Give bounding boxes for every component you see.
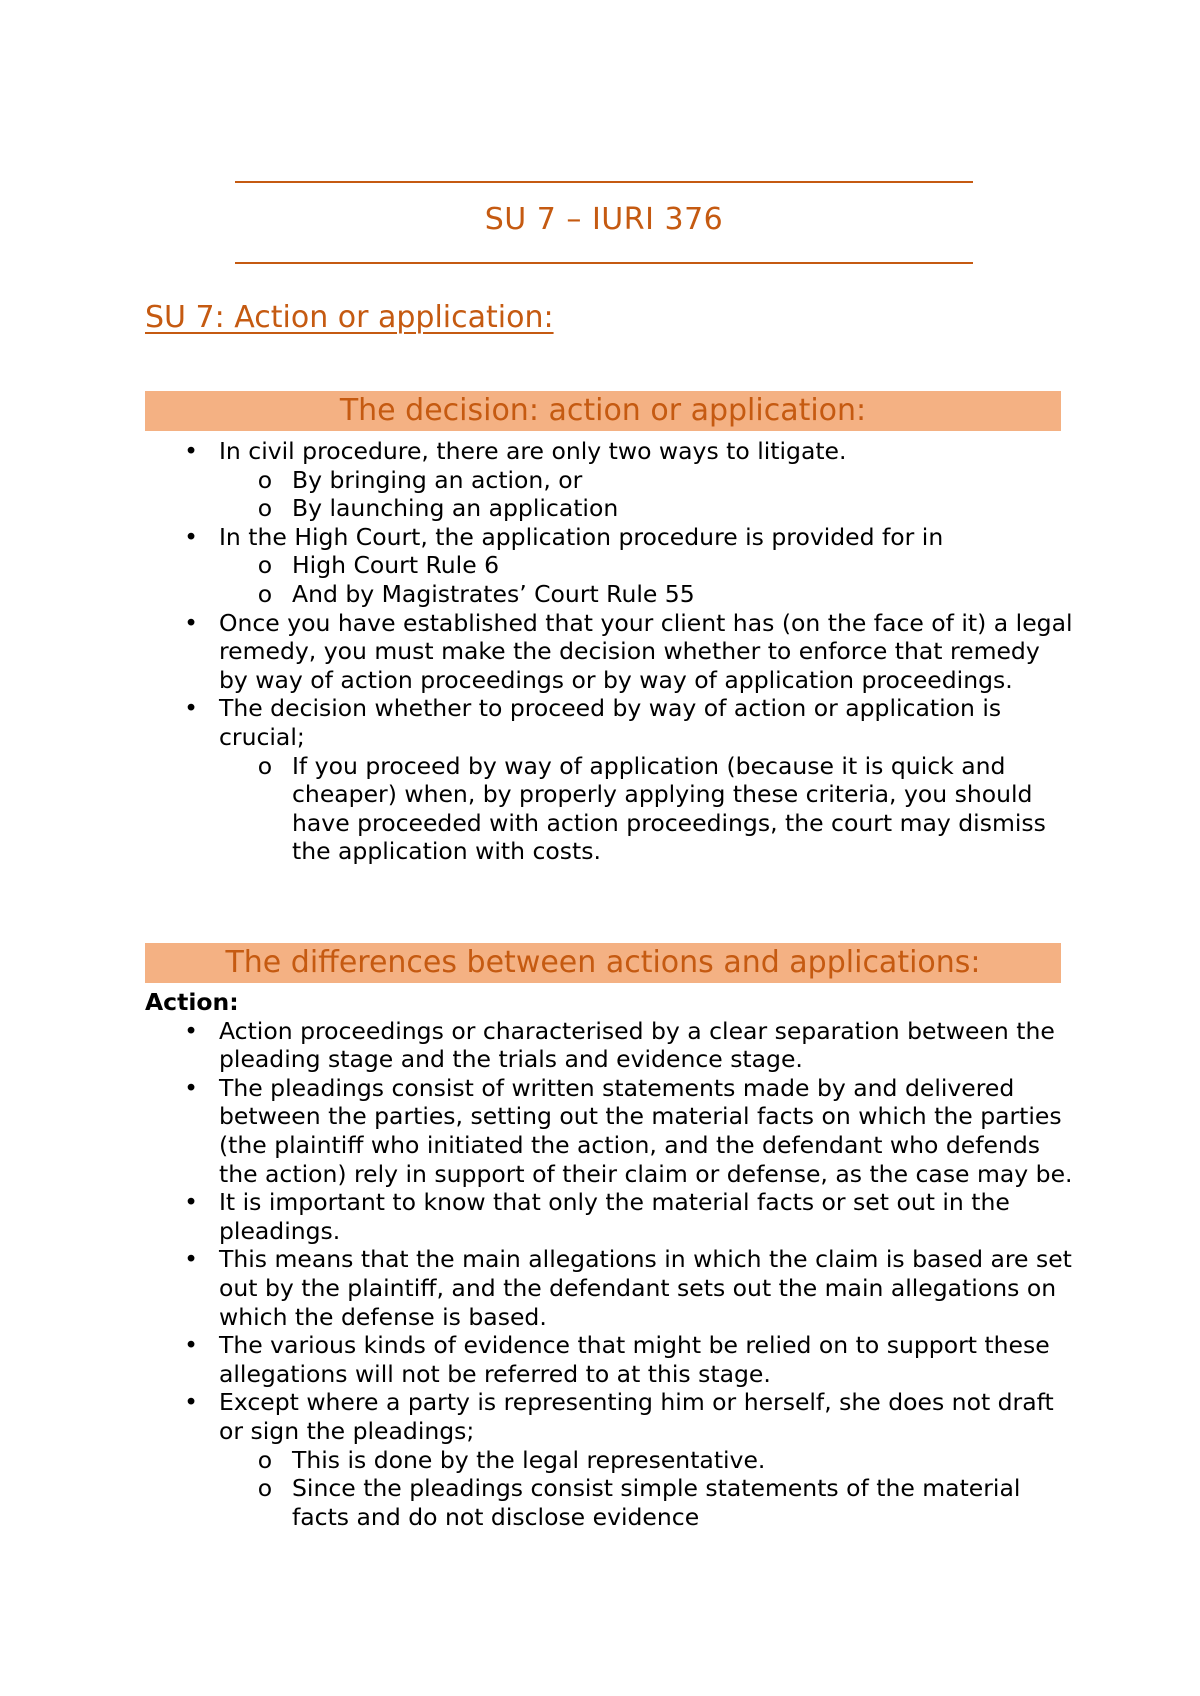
list-item-text: Once you have established that your client has (on the face of it) a legal remedy, you must make the decision whether to enforce that remedy by way of action proceedings or by way of application proceedings. — [219, 608, 1073, 694]
sub-bullet-marker: o — [257, 465, 273, 494]
document-title: SU 7: Action or application: — [145, 300, 554, 335]
list-item-text: The pleadings consist of written statements made by and delivered between the parties, setting out the material facts on which the parties (the plaintiff who initiated the action, and the defendant who defends the action) rely in support of their claim or defense, as the case may be. — [219, 1073, 1073, 1188]
list-item-text: In the High Court, the application procedure is provided for in — [219, 522, 944, 551]
sub-bullet-marker: o — [257, 751, 273, 780]
bullet-marker: • — [184, 608, 198, 637]
differences-bullet-list — [145, 1017, 1075, 1532]
sub-list-item-text: By bringing an action, or — [292, 465, 583, 494]
list-item-text: This means that the main allegations in which the claim is based are set out by the plaintiff, and the defendant sets out the main allegations on which the defense is based. — [219, 1245, 1072, 1331]
header-title: SU 7 – IURI 376 — [484, 202, 724, 237]
bullet-marker: • — [184, 1073, 198, 1102]
list-item — [145, 1331, 1075, 1388]
list-item — [145, 1245, 1075, 1331]
list-item — [145, 437, 1075, 523]
section-heading-differences: The differences between actions and applications: — [145, 943, 1061, 983]
list-item — [145, 523, 1075, 609]
sub-list-item — [145, 551, 1075, 580]
list-item-text: It is important to know that only the material facts or set out in the pleadings. — [219, 1188, 1010, 1245]
section-differences-body — [145, 988, 1075, 1531]
section-heading-decision: The decision: action or application: — [145, 391, 1061, 431]
list-item — [145, 609, 1075, 695]
sub-bullet-marker: o — [257, 494, 273, 523]
bullet-marker: • — [184, 1188, 198, 1217]
bullet-marker: • — [184, 1016, 198, 1045]
sub-list-item-text: High Court Rule 6 — [292, 551, 500, 580]
bullet-marker: • — [184, 694, 198, 723]
list-item — [145, 1074, 1075, 1188]
list-item-text: In civil procedure, there are only two ways to litigate. — [219, 437, 847, 465]
list-item-text: Action proceedings or characterised by a clear separation between the pleading stage and the trials and evidence stage. — [219, 1016, 1055, 1074]
header-top-rule — [235, 181, 973, 183]
sub-list-item-text: By launching an application — [292, 494, 619, 523]
list-item — [145, 694, 1075, 866]
bullet-marker: • — [184, 1331, 198, 1360]
sub-bullet-marker: o — [257, 1445, 273, 1474]
bullet-marker: • — [184, 437, 198, 465]
list-item — [145, 1188, 1075, 1245]
sub-bullet-marker: o — [257, 551, 273, 580]
bullet-marker: • — [184, 522, 198, 551]
action-label: Action: — [145, 988, 239, 1016]
list-item-text: The decision whether to proceed by way of action or application is crucial; — [219, 694, 1002, 751]
sub-list-item — [145, 466, 1075, 495]
list-item — [145, 1388, 1075, 1531]
sub-bullet-marker: o — [257, 1474, 273, 1503]
sub-list-item — [145, 1474, 1075, 1531]
list-item — [145, 1017, 1075, 1074]
list-item-text: The various kinds of evidence that might be relied on to support these allegations will not be referred to at this stage. — [219, 1331, 1050, 1388]
sub-list-item — [145, 580, 1075, 609]
list-item-text: Except where a party is representing him or herself, she does not draft or sign the pleadings; — [219, 1388, 1054, 1445]
decision-bullet-list — [145, 437, 1075, 866]
sub-list-item-text: Since the pleadings consist simple statements of the material facts and do not disclose evidence — [292, 1474, 1021, 1531]
sub-list — [219, 466, 1075, 523]
sub-list-item-text: This is done by the legal representative. — [292, 1445, 766, 1474]
section-decision-body — [145, 437, 1075, 866]
sub-list-item — [145, 494, 1075, 523]
sub-list — [219, 551, 1075, 608]
sub-list — [219, 1446, 1075, 1532]
sub-list-item — [145, 1446, 1075, 1475]
sub-list — [219, 752, 1075, 866]
sub-list-item — [145, 752, 1075, 866]
bullet-marker: • — [184, 1245, 198, 1274]
sub-list-item-text: If you proceed by way of application (because it is quick and cheaper) when, by properly applying these criteria, you should have proceeded with action proceedings, the court may dismiss the application with costs. — [292, 751, 1046, 866]
header-bottom-rule — [235, 262, 973, 264]
sub-list-item-text: And by Magistrates’ Court Rule 55 — [292, 579, 695, 608]
bullet-marker: • — [184, 1388, 198, 1417]
sub-bullet-marker: o — [257, 579, 273, 608]
